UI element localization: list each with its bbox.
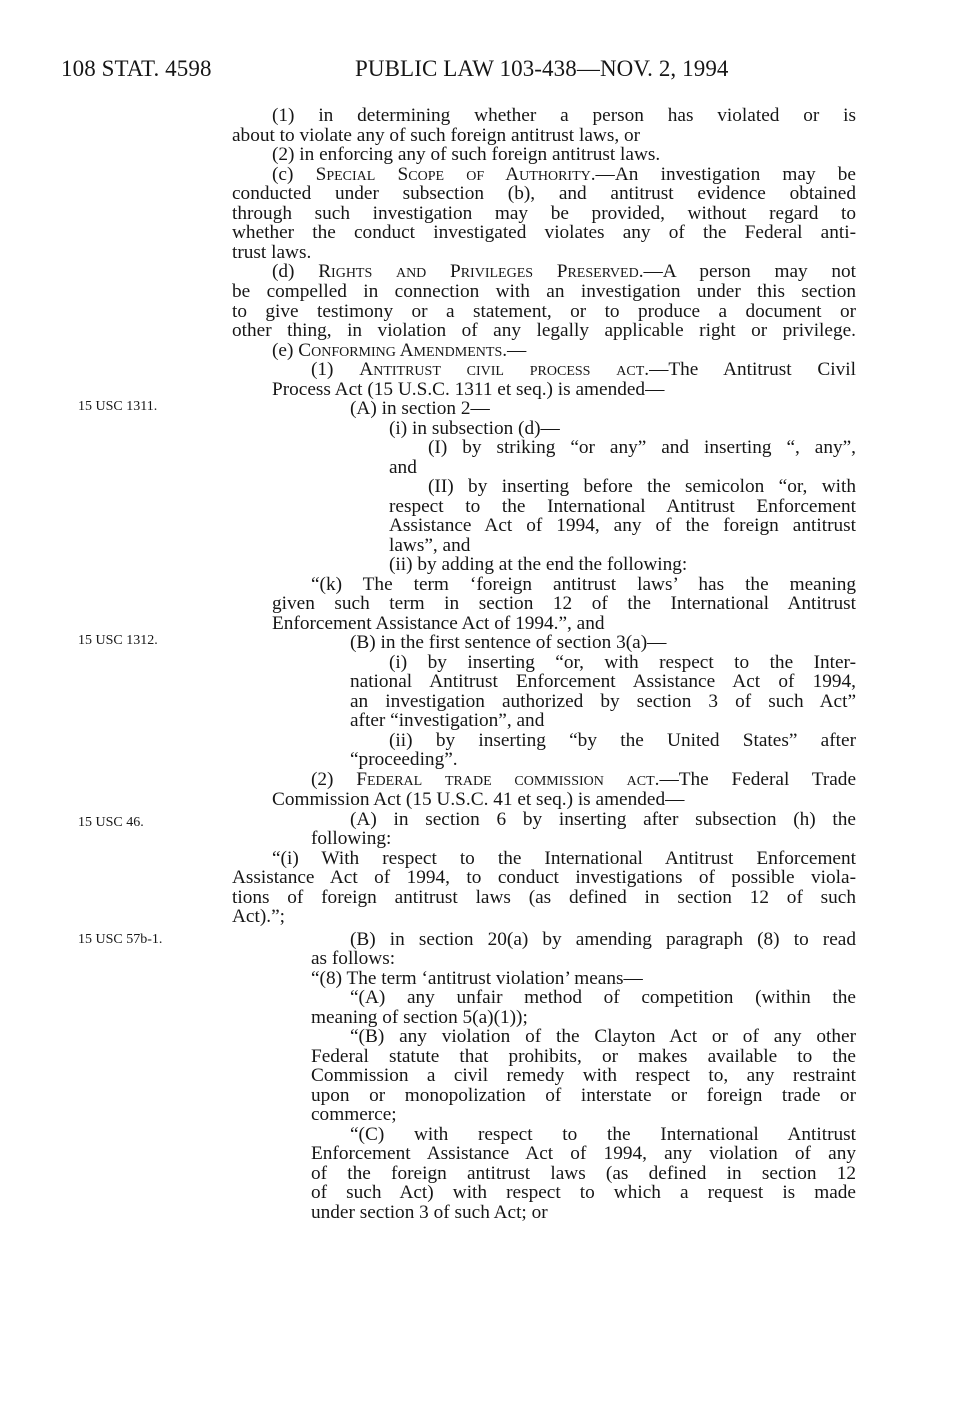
text-line: be compelled in connection with an investigation under this section [232, 281, 856, 302]
text-line: Commission a civil remedy with respect to, any restraint [311, 1065, 856, 1086]
text-line: (ii) by adding at the end the following: [389, 554, 688, 575]
text-line: of such Act) with respect to which a request is made [311, 1182, 856, 1203]
text-line: to give testimony or a statement, or to produce a document or [232, 301, 856, 322]
text-line: (1) Antitrust civil process act.—The Antitrust Civil [311, 359, 856, 380]
text-line: “(i) With respect to the International Antitrust Enforcement [272, 848, 856, 869]
text-line: Federal statute that prohibits, or makes available to the [311, 1046, 856, 1067]
text-line: (2) in enforcing any of such foreign antitrust laws. [272, 144, 661, 165]
text-line: trust laws. [232, 242, 312, 263]
text-line: given such term in section 12 of the International Antitrust [272, 593, 856, 614]
text-line: (ii) by inserting “by the United States” after [389, 730, 856, 751]
margin-note: 15 USC 1312. [78, 633, 158, 648]
heading-conforming-amendments: Conforming Amendments [298, 340, 503, 361]
text-line: following: [311, 828, 392, 849]
text-line: Commission Act (15 U.S.C. 41 et seq.) is amended— [272, 789, 685, 810]
text-line: (B) in section 20(a) by amending paragraph (8) to read [350, 929, 856, 950]
text-line: under section 3 of such Act; or [311, 1202, 548, 1223]
text-line: Assistance Act of 1994, to conduct investigations of possible viola- [232, 867, 856, 888]
text-line: whether the conduct investigated violates any of the Federal anti- [232, 222, 856, 243]
margin-note: 15 USC 1311. [78, 399, 158, 414]
margin-note: 15 USC 46. [78, 815, 144, 830]
text-line: meaning of section 5(a)(1)); [311, 1007, 528, 1028]
text-line: “(A) any unfair method of competition (within the [350, 987, 856, 1008]
text-line: upon or monopolization of interstate or foreign trade or [311, 1085, 856, 1106]
text-line: “(C) with respect to the International Antitrust [350, 1124, 856, 1145]
text-line: after “investigation”, and [350, 710, 545, 731]
text-line: conducted under subsection (b), and antitrust evidence obtained [232, 183, 856, 204]
text-line: “proceeding”. [350, 749, 458, 770]
text-line: other thing, in violation of any legally applicable right or privilege. [232, 320, 856, 341]
text-line: Act).”; [232, 906, 285, 927]
heading-antitrust-civil-process-act: Antitrust civil process act [359, 359, 645, 380]
text-line: (d) Rights and Privileges Preserved.—A person may not [272, 261, 856, 282]
text-line: Enforcement Assistance Act of 1994.”, and [272, 613, 605, 634]
text-line: tions of foreign antitrust laws (as defined in section 12 of such [232, 887, 856, 908]
text-line: (II) by inserting before the semicolon “or, with [428, 476, 856, 497]
text-line: “(B) any violation of the Clayton Act or of any other [350, 1026, 856, 1047]
text-line: (A) in section 6 by inserting after subsection (h) the [350, 809, 856, 830]
heading-rights-and-privileges-preserved: Rights and Privileges Preserved [318, 261, 639, 282]
text-line: national Antitrust Enforcement Assistance Act of 1994, [350, 671, 856, 692]
text-line: (e) Conforming Amendments.— [272, 340, 527, 361]
text-line: about to violate any of such foreign antitrust laws, or [232, 125, 641, 146]
text-line: (I) by striking “or any” and inserting “, any”, [428, 437, 856, 458]
text-line: (i) in subsection (d)— [389, 418, 560, 439]
text-line: of the foreign antitrust laws (as defined in section 12 [311, 1163, 856, 1184]
text-line: respect to the International Antitrust Enforcement [389, 496, 856, 517]
text-line: (2) Federal trade commission act.—The Federal Trade [311, 769, 856, 790]
text-line: and [389, 457, 417, 478]
text-line: as follows: [311, 948, 396, 969]
page-reference: 108 STAT. 4598 [61, 56, 212, 81]
margin-note: 15 USC 57b-1. [78, 932, 163, 947]
text-line: “(8) The term ‘antitrust violation’ means— [311, 968, 643, 989]
text-line: laws”, and [389, 535, 471, 556]
text-line: “(k) The term ‘foreign antitrust laws’ has the meaning [311, 574, 856, 595]
text-line: (1) in determining whether a person has violated or is [272, 105, 856, 126]
text-line: commerce; [311, 1104, 397, 1125]
text-line: (i) by inserting “or, with respect to the Inter- [389, 652, 856, 673]
text-line: (B) in the first sentence of section 3(a)— [350, 632, 667, 653]
heading-federal-trade-commission-act: Federal trade commission act [356, 769, 655, 790]
text-line: (c) Special Scope of Authority.—An investigation may be [272, 164, 856, 185]
text-line: Enforcement Assistance Act of 1994, any violation of any [311, 1143, 856, 1164]
heading-special-scope-of-authority: Special Scope of Authority [315, 164, 591, 185]
text-line: (A) in section 2— [350, 398, 490, 419]
law-title: PUBLIC LAW 103-438—NOV. 2, 1994 [355, 56, 729, 81]
text-line: through such investigation may be provided, without regard to [232, 203, 856, 224]
text-line: Process Act (15 U.S.C. 1311 et seq.) is amended— [272, 379, 665, 400]
text-line: Assistance Act of 1994, any of the foreign antitrust [389, 515, 856, 536]
text-line: an investigation authorized by section 3 of such Act” [350, 691, 856, 712]
